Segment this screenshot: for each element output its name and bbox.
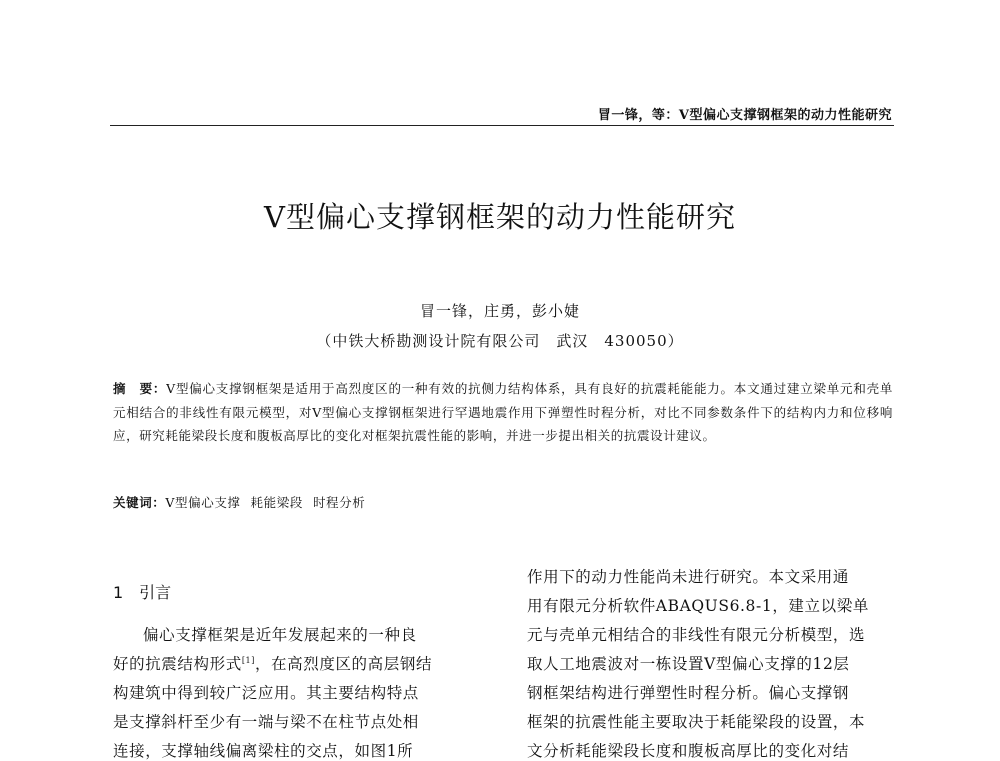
keyword-item: 时程分析 — [312, 495, 366, 510]
body-line: 偏心支撑框架是近年发展起来的一种良 — [143, 626, 417, 644]
abstract-label: 摘 要： — [113, 381, 167, 396]
body-line: 钢框架结构进行弹塑性时程分析。偏心支撑钢 — [527, 684, 850, 702]
author-list: 冒一锋，庄勇，彭小婕 — [419, 302, 580, 320]
paper-title: V型偏心支撑钢框架的动力性能研究 — [264, 200, 736, 234]
keywords-label: 关键词： — [113, 495, 166, 510]
body-line: 用有限元分析软件ABAQUS6.8-1，建立以梁单 — [527, 597, 869, 615]
body-line: 取人工地震波对一栋设置V型偏心支撑的12层 — [527, 655, 850, 673]
keywords — [113, 493, 375, 511]
header-rule — [110, 125, 894, 126]
body-line: 文分析耗能梁段长度和腹板高厚比的变化对结 — [527, 742, 850, 760]
abstract-text: V型偏心支撑钢框架是适用于高烈度区的一种有效的抗侧力结构体系，具有良好的抗震耗能能力。本文通过建立梁单元和壳单元相结合的非线性有限元模型，对V型偏心支撑钢框架进行罕遇地震作用下弹塑性时程分析，对比不同参数条件下的结构内力和位移响应，研究耗能梁段长度和腹板高厚比的变化对框架抗震性能的影响，并进一步提出相关的抗震设计建议。 — [113, 381, 894, 443]
running-head: 冒一锋，等：V型偏心支撑钢框架的动力性能研究 — [597, 108, 892, 123]
body-line: 作用下的动力性能尚未进行研究。本文采用通 — [527, 568, 850, 586]
body-line: 元与壳单元相结合的非线性有限元分析模型，选 — [527, 626, 866, 644]
body-text: 好的抗震结构形式 — [113, 655, 242, 673]
abstract — [113, 377, 893, 448]
body-line: 连接，支撑轴线偏离梁柱的交点，如图1所 — [113, 742, 414, 760]
affiliation: （中铁大桥勘测设计院有限公司 武汉 430050） — [316, 332, 684, 350]
body-line: 是支撑斜杆至少有一端与梁不在柱节点处相 — [113, 713, 419, 731]
body-line: 构建筑中得到较广泛应用。其主要结构特点 — [113, 684, 419, 702]
body-line: 框架的抗震性能主要取决于耗能梁段的设置，本 — [527, 713, 866, 731]
section-heading: 1 引言 — [113, 583, 172, 602]
keyword-item: 耗能梁段 — [250, 495, 303, 510]
citation-mark: [1] — [241, 655, 255, 665]
body-text: ，在高烈度区的高层钢结 — [254, 655, 433, 673]
body-line — [113, 652, 432, 674]
keyword-item: V型偏心支撑 — [165, 495, 241, 510]
